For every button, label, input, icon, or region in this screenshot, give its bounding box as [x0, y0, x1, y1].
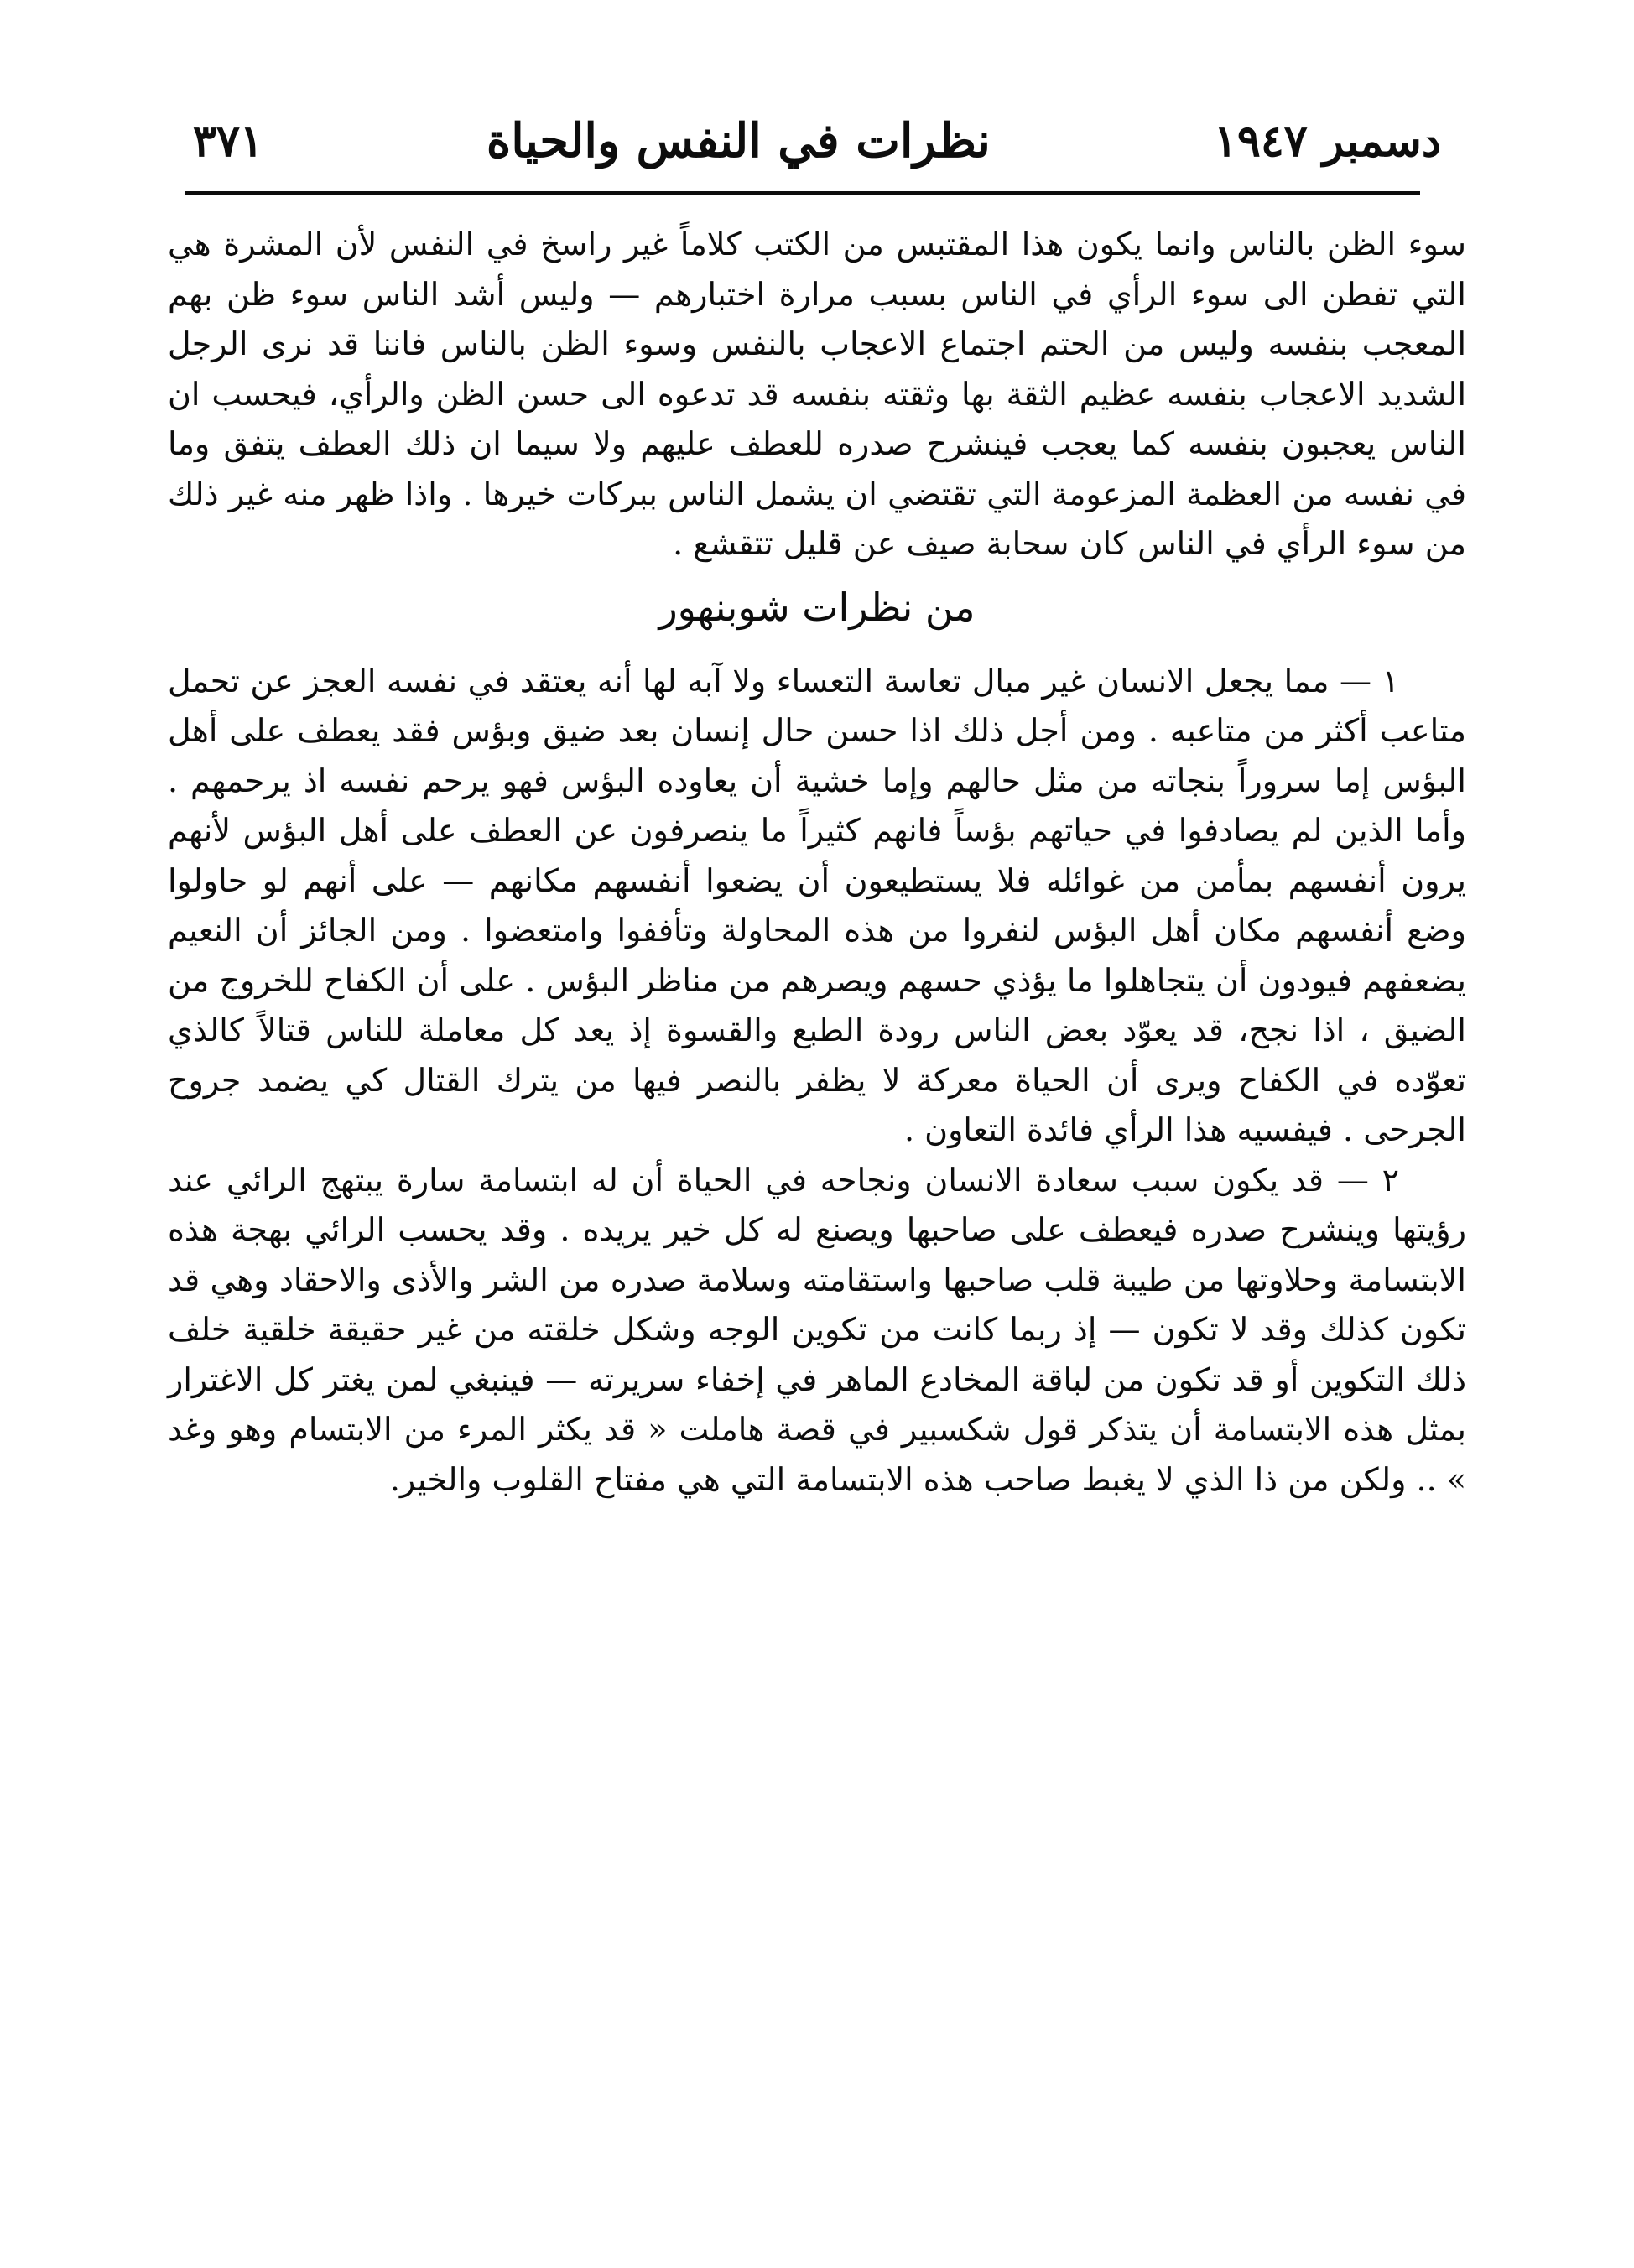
body-text [168, 220, 1466, 2109]
header-title: نظرات في النفس والحياة [486, 113, 991, 169]
paragraph-intro: سوء الظن بالناس وانما يكون هذا المقتبس من الكتب كلاماً غير راسخ في النفس لأن المشرة هي التي تفطن الى سوء الرأي في الناس بسبب مرارة اختبارهم — وليس أشد الناس سوء ظن بهم المعجب بنفسه وليس من الحتم اجتماع الاعجاب بالنفس وسوء الظن بالناس فاننا قد نرى الرجل الشديد الاعجاب بنفسه عظيم الثقة بها وثقته بنفسه قد تدعوه الى حسن الظن والرأي، فيحسب ان الناس يعجبون بنفسه كما يعجب فينشرح صدره للعطف عليهم ولا سيما ان ذلك العطف يتفق وما في نفسه من العظمة المزعومة التي تقتضي ان يشمل الناس ببركات خيرها . واذا ظهر منه غير ذلك من سوء الرأي في الناس كان سحابة صيف عن قليل تتقشع . [168, 226, 1466, 562]
section-heading: من نظرات شوبنهور [658, 584, 976, 630]
paragraph-point-2: ٢ — قد يكون سبب سعادة الانسان ونجاحه في الحياة أن له ابتسامة سارة يبتهج الرائي عند رؤيتها وينشرح صدره فيعطف على صاحبها ويصنع له كل خير يريده . وقد يحسب الرائي بهجة هذه الابتسامة وحلاوتها من طيبة قلب صاحبها واستقامته وسلامة صدره من الشر والأذى والاحقاد وهي قد تكون كذلك وقد لا تكون — إذ ربما كانت من تكوين الوجه وشكل خلقته من غير حقيقة خلقية خلف ذلك التكوين أو قد تكون من لباقة المخادع الماهر في إخفاء سريرته — فينبغي لمن يغتر كل الاغترار بمثل هذه الابتسامة أن يتذكر قول شكسبير في قصة هاملت « قد يكثر المرء من الابتسام وهو وغد » .. ولكن من ذا الذي لا يغبط صاحب هذه الابتسامة التي هي مفتاح القلوب والخير. [168, 1161, 1466, 1498]
page-number: ٣٧١ [193, 115, 263, 167]
header-rule [185, 191, 1420, 195]
header-date: دسمبر ١٩٤٧ [1214, 115, 1441, 167]
paragraph-point-1: ١ — مما يجعل الانسان غير مبال تعاسة التعساء ولا آبه لها أنه يعتقد في نفسه العجز عن تحمل متاعب أكثر من متاعبه . ومن أجل ذلك اذا حسن حال إنسان بعد ضيق وبؤس فقد يعطف على أهل البؤس إما سروراً بنجاته من مثل حالهم وإما خشية أن يعاوده البؤس فهو يرحم نفسه اذ يرحمهم . وأما الذين لم يصادفوا في حياتهم بؤساً فانهم كثيراً ما ينصرفون عن العطف على أهل البؤس لأنهم يرون أنفسهم بمأمن من غوائله فلا يستطيعون أن يضعوا أنفسهم مكانهم — على أنهم لو حاولوا وضع أنفسهم مكان أهل البؤس لنفروا من هذه المحاولة وتأففوا وامتعضوا . ومن الجائز أن النعيم يضعفهم فيودون أن يتجاهلوا ما يؤذي حسهم ويصرهم من مناظر البؤس . على أن الكفاح للخروج من الضيق ، اذا نجح، قد يعوّد بعض الناس رودة الطبع والقسوة إذ يعد كل معاملة للناس قتالاً كالذي تعوّده في الكفاح ويرى أن الحياة معركة لا يظفر بالنصر فيها من يترك القتال كي يضمد جروح الجرحى . فيفسيه هذا الرأي فائدة التعاون . [168, 662, 1466, 1148]
running-header [193, 99, 1441, 183]
